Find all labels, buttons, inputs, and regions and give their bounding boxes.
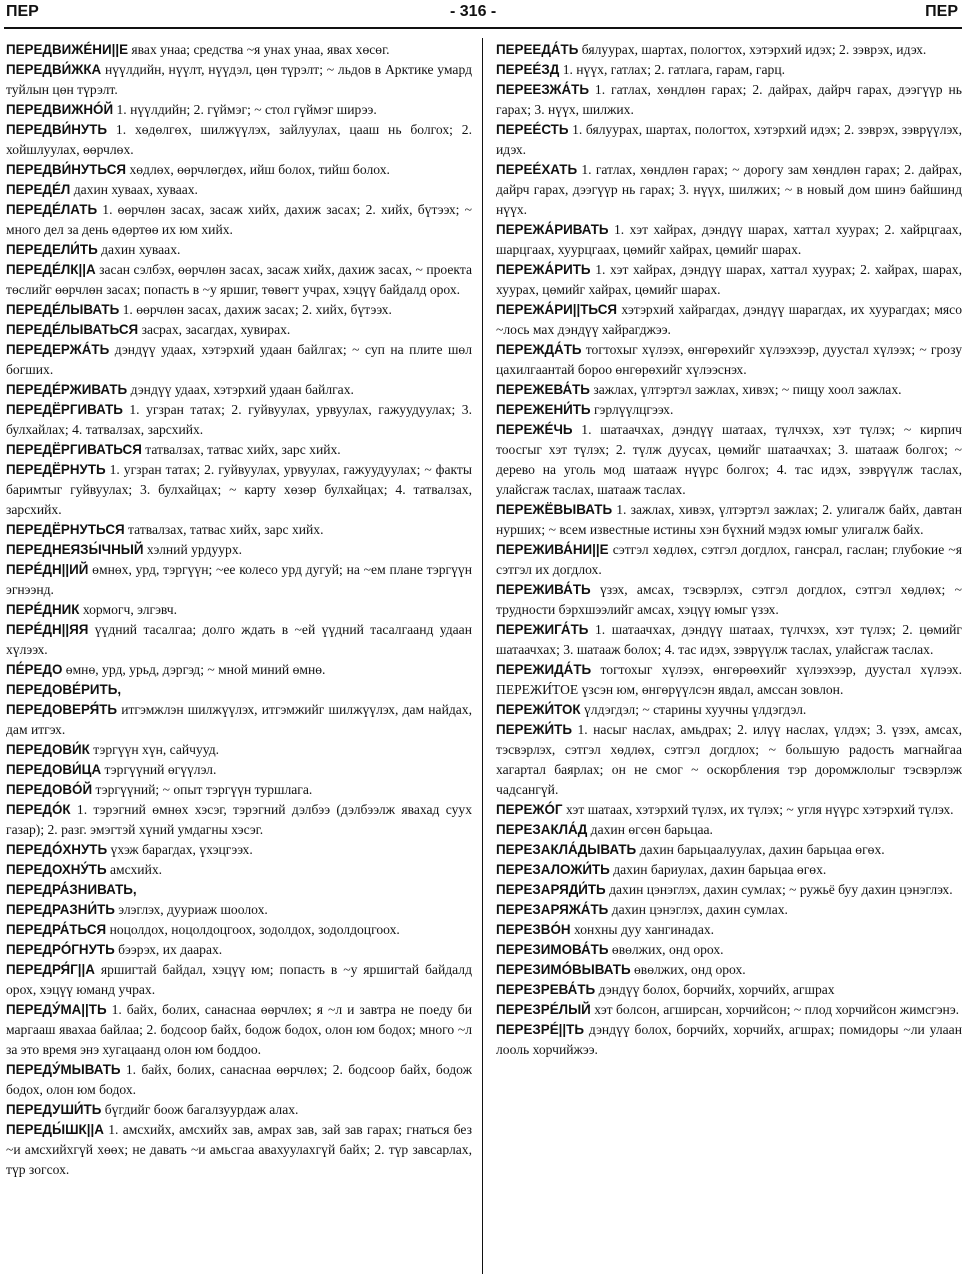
entry-definition: дэндүү удаах, хэтэрхий удаан байлгах. bbox=[130, 382, 354, 397]
entry-definition: 1. байх, болих, санаснаа өөрчлөх; 2. бодсоор байх, бодож бодох, олон юм бодох. bbox=[6, 1062, 472, 1097]
header-rule bbox=[4, 27, 962, 29]
dictionary-entry bbox=[6, 900, 472, 920]
entry-headword: ПЕРЕЗАКЛА́ДЫВАТЬ bbox=[496, 842, 637, 857]
dictionary-entry bbox=[6, 380, 472, 400]
entry-definition: ноцолдох, ноцолдоцгоох, зодолдох, зодолдоцгоох. bbox=[109, 922, 400, 937]
page-number: - 316 - bbox=[450, 3, 497, 20]
entry-definition: 1. нүүх, гатлах; 2. гатлага, гарам, гарц. bbox=[562, 62, 785, 77]
dictionary-entry bbox=[6, 160, 472, 180]
entry-headword: ПЕРЕДОВЕ́РИТЬ, bbox=[6, 682, 122, 697]
entry-headword: ПЕРЕДРЯ́Г||А bbox=[6, 962, 95, 977]
entry-headword: ПЕРЕДЁРНУТЬ bbox=[6, 462, 106, 477]
entry-headword: ПЕ́РЕДО bbox=[6, 662, 63, 677]
entry-definition: 1. байх, болих, санаснаа өөрчлөх; я ~л и завтра не поеду би маргааш явахаа байлаа; 2. бодсоор байх, бодож бодох, олон юм бодох; много ~л за это время энэ хугацаанд олон юм боддоо. bbox=[6, 1002, 472, 1057]
entry-definition: дэндүү удаах, хэтэрхий удаан байлгах; ~ суп на плите шөл богших. bbox=[6, 342, 472, 377]
dictionary-entry bbox=[496, 820, 962, 840]
entry-definition: үзэх, амсах, тэсвэрлэх, сэтгэл догдлох, сэтгэл хөдлөх; ~ трудности бэрхшээлийг амсах, хэцүү юмыг үзэх. bbox=[496, 582, 962, 617]
entry-definition: засрах, засагдах, хувирах. bbox=[141, 322, 291, 337]
dictionary-entry bbox=[496, 40, 962, 60]
entry-definition: нүүлдийн, нүүлт, нүүдэл, цөн түрэлт; ~ льдов в Арктике умард туйлын цөн түрэлт. bbox=[6, 62, 472, 97]
entry-headword: ПЕРЕЖА́РИ||ТЬСЯ bbox=[496, 302, 618, 317]
dictionary-entry bbox=[6, 960, 472, 1000]
entry-headword: ПЕРЕДЕРЖÁТЬ bbox=[6, 342, 110, 357]
entry-definition: зажлах, үлтэртэл зажлах, хивэх; ~ пищу хоол зажлах. bbox=[593, 382, 902, 397]
entry-headword: ПЕРЕДÓХНУТЬ bbox=[6, 842, 108, 857]
left-column bbox=[6, 40, 472, 1274]
entry-headword: ПЕРÉДН||ЯЯ bbox=[6, 622, 89, 637]
entry-headword: ПЕРЕДЕЛИ́ТЬ bbox=[6, 242, 98, 257]
entry-definition: өмнөх, урд, тэргүүн; ~ее колесо урд дугуй; на ~ем плане тэргүүн эгнээнд. bbox=[6, 562, 472, 597]
entry-headword: ПЕРЕЗИМÓВЫВАТЬ bbox=[496, 962, 631, 977]
dictionary-entry bbox=[6, 1120, 472, 1180]
entry-headword: ПЕРЕДЁРГИВАТЬ bbox=[6, 402, 123, 417]
dictionary-entry bbox=[496, 960, 962, 980]
dictionary-entry bbox=[6, 460, 472, 520]
dictionary-entry bbox=[6, 540, 472, 560]
entry-definition: дахин барьцаалуулах, дахин барьцаа өгөх. bbox=[639, 842, 885, 857]
entry-definition: бялуурах, шартах, пологтох, хэтэрхий идэх; 2. зэврэх, идэх. bbox=[581, 42, 927, 57]
dictionary-entry bbox=[496, 880, 962, 900]
entry-definition: тогтохыг хүлээх, өнгөрөхийг хүлээхээр, дуустал хүлээх; ~ грозу цахилгаантай бороо өнгөрөхийг хүлээснэх. bbox=[496, 342, 962, 377]
dictionary-entry bbox=[496, 1020, 962, 1060]
entry-headword: ПЕРЕДВИ́ЖКА bbox=[6, 62, 102, 77]
entry-definition: 1. угзран татах; 2. гуйвуулах, урвуулах, гажуудуулах; ~ факты баримтыг гуйвуулах; 3. булхайцах; ~ карту хөзөр булхайцах; 4. татвалзах, зарсхийх. bbox=[6, 462, 472, 517]
dictionary-entry bbox=[496, 660, 962, 700]
entry-headword: ПЕРЕДРÓГНУТЬ bbox=[6, 942, 115, 957]
entry-definition: сэтгэл хөдлөх, сэтгэл догдлох, гансрал, гаслан; глубокие ~я сэтгэл их догдлох. bbox=[496, 542, 962, 577]
entry-headword: ПЕРЕÉСТЬ bbox=[496, 122, 569, 137]
entry-headword: ПЕРЕЖЁВЫВАТЬ bbox=[496, 502, 613, 517]
entry-headword: ПЕРЕЗАРЯЖА́ТЬ bbox=[496, 902, 609, 917]
entry-definition: тогтохыг хүлээх, өнгөрөөхийг хүлээхээр, дуустал хүлээх. ПЕРЕЖИ́ТОЕ үзсэн юм, өнгөрүүлсэн явдал, амссан зовлон. bbox=[496, 662, 962, 697]
entry-definition: үхэж барагдах, үхэцгээх. bbox=[110, 842, 253, 857]
entry-headword: ПЕРЕЖИ́ТОК bbox=[496, 702, 581, 717]
entry-definition: элэглэх, дууриаж шоолох. bbox=[118, 902, 268, 917]
dictionary-entry bbox=[496, 380, 962, 400]
entry-definition: үүдний тасалгаа; долго ждать в ~ей үүдний тасалгаанд удаан хүлээх. bbox=[6, 622, 472, 657]
dictionary-entry bbox=[496, 500, 962, 540]
dictionary-entry bbox=[6, 660, 472, 680]
entry-definition: 1. зажлах, хивэх, үлтэртэл зажлах; 2. улигалж байх, давтан нурших; ~ всем известные истины хэн бүхний мэдэх юмыг улигалж байх. bbox=[496, 502, 962, 537]
dictionary-entry bbox=[6, 880, 472, 900]
dictionary-entry bbox=[6, 920, 472, 940]
header-left-guideword: ПЕР bbox=[6, 3, 39, 20]
entry-definition: 1. угзран татах; 2. гуйвуулах, урвуулах, гажуудуулах; 3. булхайлах; 4. татвалзах, зарсхийх. bbox=[6, 402, 472, 437]
dictionary-entry bbox=[6, 180, 472, 200]
dictionary-entry bbox=[496, 340, 962, 380]
entry-headword: ПЕРЕДВИЖÉНИ||Е bbox=[6, 42, 129, 57]
dictionary-entry bbox=[6, 560, 472, 600]
entry-definition: 1. тэрэгний өмнөх хэсэг, тэрэгний дэлбээ (дэлбээлж явахад суух газар); 2. разг. эмэгтэй хүний умдагны хэсэг. bbox=[6, 802, 472, 837]
entry-definition: 1. бялуурах, шартах, пологтох, хэтэрхий идэх; 2. зэврэх, зэврүүлэх, идэх. bbox=[496, 122, 962, 157]
dictionary-entry bbox=[496, 80, 962, 120]
entry-headword: ПЕРЕЗРÉ||ТЬ bbox=[496, 1022, 584, 1037]
dictionary-entry bbox=[6, 1100, 472, 1120]
entry-headword: ПЕРЕДÉЛЫВАТЬ bbox=[6, 302, 120, 317]
header-right-guideword: ПЕР bbox=[925, 3, 958, 20]
entry-definition: 1. шатаачхах, дэндүү шатаах, түлчхэх, хэт түлэх; 2. цөмийг шатаачхах; 3. шатааж болох; 4. тас идэх, зэврүүлж таслах, улайсгаж таслах. bbox=[496, 622, 962, 657]
entry-headword: ПЕРЕДВИЖНÓЙ bbox=[6, 102, 114, 117]
entry-headword: ПЕРЕЕЗЖА́ТЬ bbox=[496, 82, 589, 97]
dictionary-entry bbox=[6, 760, 472, 780]
entry-headword: ПЕРЕЗРЕВА́ТЬ bbox=[496, 982, 596, 997]
entry-headword: ПЕРЕДОХНУ́ТЬ bbox=[6, 862, 107, 877]
dictionary-entry bbox=[6, 440, 472, 460]
dictionary-entry bbox=[496, 160, 962, 220]
dictionary-entry bbox=[496, 60, 962, 80]
entry-definition: явах унаа; средства ~я унах унаа, явах хөсөг. bbox=[131, 42, 390, 57]
entry-definition: тэргүүний; ~ опыт тэргүүн туршлага. bbox=[95, 782, 313, 797]
dictionary-entry bbox=[496, 400, 962, 420]
entry-headword: ПЕРЕДÉЛК||А bbox=[6, 262, 96, 277]
entry-definition: дахин бариулах, дахин барьцаа өгөх. bbox=[613, 862, 827, 877]
dictionary-entry bbox=[6, 860, 472, 880]
dictionary-entry bbox=[6, 780, 472, 800]
entry-definition: 1. өөрчлөн засах, засаж хийх, дахиж засах; 2. хийх, бүтээх; ~ много дел за день өдөртөө их юм хийх. bbox=[6, 202, 472, 237]
entry-headword: ПЕРЕЖÓГ bbox=[496, 802, 563, 817]
entry-headword: ПЕРЕДЫ́ШК||А bbox=[6, 1122, 104, 1137]
dictionary-entry bbox=[6, 320, 472, 340]
entry-definition: 1. өөрчлөн засах, дахиж засах; 2. хийх, бүтээх. bbox=[122, 302, 392, 317]
entry-headword: ПЕРЕЗИМОВА́ТЬ bbox=[496, 942, 609, 957]
entry-headword: ПЕРЕДÉЛ bbox=[6, 182, 71, 197]
entry-definition: хэт шатаах, хэтэрхий түлэх, их түлэх; ~ угля нүүрс хэтэрхий түлэх. bbox=[565, 802, 954, 817]
dictionary-entry bbox=[6, 620, 472, 660]
entry-definition: бүгдийг боож багалзуурдаж алах. bbox=[104, 1102, 299, 1117]
dictionary-entry bbox=[6, 740, 472, 760]
entry-definition: яршигтай байдал, хэцүү юм; попасть в ~у яршигтай байдалд орох, хэцүү юманд учрах. bbox=[6, 962, 472, 997]
entry-definition: дахин өгсөн барьцаа. bbox=[590, 822, 713, 837]
entry-definition: татвалзах, татвас хийх, зарс хийх. bbox=[128, 522, 324, 537]
entry-headword: ПЕРЕДУШИ́ТЬ bbox=[6, 1102, 102, 1117]
dictionary-entry bbox=[496, 420, 962, 500]
dictionary-entry bbox=[496, 980, 962, 1000]
entry-definition: итгэмжлэн шилжүүлэх, итгэмжийг шилжүүлэх, дам найдах, дам итгэх. bbox=[6, 702, 472, 737]
dictionary-entry bbox=[496, 220, 962, 260]
entry-headword: ПЕРЕЗРÉЛЫЙ bbox=[496, 1002, 591, 1017]
entry-headword: ПЕРЕДВИ́НУТЬ bbox=[6, 122, 108, 137]
entry-definition: 1. амсхийх, амсхийх зав, амрах зав, зай зав гарах; гнаться без ~и амсхийхгүй хөөх; не давать ~и амьсгаа авахуулахгүй байх; 2. түр завсарлах, түр зогсох. bbox=[6, 1122, 472, 1177]
dictionary-entry bbox=[496, 120, 962, 160]
entry-headword: ПЕРÉДНИК bbox=[6, 602, 80, 617]
dictionary-entry bbox=[496, 900, 962, 920]
entry-headword: ПЕРЕДОВИ́ЦА bbox=[6, 762, 102, 777]
dictionary-entry bbox=[6, 120, 472, 160]
entry-definition: татвалзах, татвас хийх, зарс хийх. bbox=[145, 442, 341, 457]
entry-headword: ПЕРЕЖИВА́ТЬ bbox=[496, 582, 591, 597]
dictionary-entry bbox=[6, 600, 472, 620]
entry-headword: ПЕРЕДРА́ТЬСЯ bbox=[6, 922, 107, 937]
entry-headword: ПЕРЕЖЕНИ́ТЬ bbox=[496, 402, 591, 417]
entry-headword: ПЕРЕЗВÓН bbox=[496, 922, 571, 937]
entry-headword: ПЕРЕДÓК bbox=[6, 802, 71, 817]
dictionary-entry bbox=[496, 580, 962, 620]
entry-headword: ПЕРЕДОВИ́К bbox=[6, 742, 90, 757]
entry-definition: 1. насыг наслах, амьдрах; 2. илүү наслах, үлдэх; 3. үзэх, амсах, тэсвэрлэх, сэтгэл хөдлөх, сэтгэл догдлох; ~ большую радость магнайгаа хагартал баярлах; он не смог ~ оскорбления тэр доромжлолыг тэсвэрлэж чадсангүй. bbox=[496, 722, 962, 797]
entry-definition: 1. хэт хайрах, дэндүү шарах, хаттал хуурах; 2. хайрцгаах, шарцгаах, хуурцгаах, цөмийг хайрах, цөмийг шарах. bbox=[496, 222, 962, 257]
dictionary-entry bbox=[6, 520, 472, 540]
entry-definition: хэтэрхий хайрагдах, дэндүү шарагдах, их хуурагдах; мясо ~лось мах дэндүү хайрагджээ. bbox=[496, 302, 962, 337]
entry-definition: дэндүү болох, борчийх, хорчийх, агшрах; помидоры ~ли улаан лооль хорчийжээ. bbox=[496, 1022, 962, 1057]
dictionary-entry bbox=[6, 840, 472, 860]
entry-headword: ПЕРЕДЁРГИВАТЬСЯ bbox=[6, 442, 142, 457]
entry-headword: ПЕРЕДÉЛАТЬ bbox=[6, 202, 98, 217]
page-header bbox=[0, 0, 966, 28]
entry-definition: дахин цэнэглэх, дахин сумлах; ~ ружьё буу дахин цэнэглэх. bbox=[609, 882, 953, 897]
entry-definition: засан сэлбэх, өөрчлөн засах, засаж хийх, дахиж засах, ~ проекта төслийг өөрчлөн засах; попасть в ~у яршиг, төвөгт учрах, хэцүү байдалд орох. bbox=[6, 262, 472, 297]
dictionary-entry bbox=[6, 340, 472, 380]
entry-definition: 1. хөдөлгөх, шилжүүлэх, зайлуулах, цааш нь болгох; 2. хойшлуулах, өөрчлөх. bbox=[6, 122, 472, 157]
dictionary-entry bbox=[496, 700, 962, 720]
entry-headword: ПЕРЕДОВЕРЯ́ТЬ bbox=[6, 702, 118, 717]
dictionary-entry bbox=[6, 240, 472, 260]
entry-definition: өмнө, урд, урьд, дэргэд; ~ мной миний өмнө. bbox=[65, 662, 326, 677]
dictionary-entry bbox=[6, 1060, 472, 1100]
entry-headword: ПЕРЕДУ́МА||ТЬ bbox=[6, 1002, 107, 1017]
entry-headword: ПЕРЕЖДА́ТЬ bbox=[496, 342, 582, 357]
entry-headword: ПЕРЕЖА́РИВАТЬ bbox=[496, 222, 609, 237]
entry-definition: 1. гатлах, хөндлөн гарах; ~ дорогу зам хөндлөн гарах; 2. дайрах, дайрч гарах, дээгүүр нь гарах; 3. нүүх, шилжих; ~ в новый дом шинэ байшинд нүүх. bbox=[496, 162, 962, 217]
entry-definition: 1. нүүлдийн; 2. гүймэг; ~ стол гүймэг ширээ. bbox=[116, 102, 377, 117]
entry-definition: хөдлөх, өөрчлөгдөх, ийш болох, тийш болох. bbox=[129, 162, 390, 177]
entry-definition: дахин цэнэглэх, дахин сумлах. bbox=[611, 902, 788, 917]
entry-headword: ПЕРЕДНЕЯЗЫ́ЧНЫЙ bbox=[6, 542, 144, 557]
entry-headword: ПЕРЕЗАРЯДИ́ТЬ bbox=[496, 882, 606, 897]
dictionary-entry bbox=[6, 40, 472, 60]
entry-headword: ПЕРЕДÉЛЫВАТЬСЯ bbox=[6, 322, 139, 337]
entry-headword: ПЕРЕДЁРНУТЬСЯ bbox=[6, 522, 125, 537]
entry-headword: ПЕРЕЖИ́ТЬ bbox=[496, 722, 572, 737]
entry-definition: хэлний урдуурх. bbox=[146, 542, 243, 557]
entry-headword: ПЕРЕДРА́ЗНИВАТЬ, bbox=[6, 882, 137, 897]
entry-definition: өвөлжих, онд орох. bbox=[634, 962, 746, 977]
entry-headword: ПЕРЕÉХАТЬ bbox=[496, 162, 578, 177]
entry-headword: ПЕРЕДОВÓЙ bbox=[6, 782, 93, 797]
entry-headword: ПЕРЕЗАКЛА́Д bbox=[496, 822, 588, 837]
entry-definition: хормогч, элгэвч. bbox=[82, 602, 178, 617]
entry-headword: ПЕРЕÉЗД bbox=[496, 62, 560, 77]
dictionary-entry bbox=[496, 840, 962, 860]
dictionary-entry bbox=[496, 620, 962, 660]
entry-definition: үлдэгдэл; ~ старины хуучны үлдэгдэл. bbox=[584, 702, 807, 717]
entry-headword: ПЕРЕЖИВА́НИ||Е bbox=[496, 542, 609, 557]
entry-headword: ПЕРЕДРАЗНИ́ТЬ bbox=[6, 902, 115, 917]
entry-headword: ПЕРЕЖЕВА́ТЬ bbox=[496, 382, 590, 397]
entry-headword: ПЕРЕЖÉЧЬ bbox=[496, 422, 573, 437]
dictionary-entry bbox=[496, 260, 962, 300]
entry-headword: ПЕРЕЗАЛОЖИ́ТЬ bbox=[496, 862, 610, 877]
entry-headword: ПЕРЕЕДА́ТЬ bbox=[496, 42, 579, 57]
dictionary-entry bbox=[6, 940, 472, 960]
entry-definition: хонхны дуу хангинадах. bbox=[573, 922, 715, 937]
column-divider bbox=[482, 38, 483, 1274]
dictionary-entry bbox=[6, 400, 472, 440]
entry-definition: 1. шатаачхах, дэндүү шатаах, түлчхэх, хэт түлэх; ~ кирпич тоосгыг хэт түлэх; 2. түлж дуусах, цөмийг шатаачхах; 3. шатааж болгох; ~ дерево на уголь мод шатааж нүүрс болгох; 4. тас идэх, зэврүүлж таслах, улайсгаж таслах, шатааж таслах. bbox=[496, 422, 962, 497]
dictionary-entry bbox=[496, 720, 962, 800]
entry-definition: хэт болсон, агширсан, хорчийсон; ~ плод хорчийсон жимсгэнэ. bbox=[594, 1002, 960, 1017]
entry-headword: ПЕРЕЖИДА́ТЬ bbox=[496, 662, 592, 677]
dictionary-entry bbox=[496, 800, 962, 820]
dictionary-entry bbox=[6, 200, 472, 240]
entry-definition: тэргүүн хүн, сайчууд. bbox=[93, 742, 220, 757]
entry-headword: ПЕРЕДÉРЖИВАТЬ bbox=[6, 382, 128, 397]
entry-definition: 1. хэт хайрах, дэндүү шарах, хаттал хуурах; 2. хайрах, шарах, хуурах, цөмийг хайрах, цөмийг шарах. bbox=[496, 262, 962, 297]
dictionary-entry bbox=[6, 700, 472, 740]
dictionary-entry bbox=[496, 940, 962, 960]
entry-definition: бээрэх, их даарах. bbox=[118, 942, 223, 957]
dictionary-entry bbox=[6, 60, 472, 100]
dictionary-entry bbox=[496, 1000, 962, 1020]
dictionary-entry bbox=[6, 680, 472, 700]
dictionary-entry bbox=[6, 300, 472, 320]
entry-definition: тэргүүний өгүүлэл. bbox=[104, 762, 217, 777]
right-column bbox=[496, 40, 962, 1274]
dictionary-entry bbox=[496, 920, 962, 940]
dictionary-entry bbox=[496, 300, 962, 340]
entry-definition: амсхийх. bbox=[110, 862, 163, 877]
dictionary-entry bbox=[6, 800, 472, 840]
dictionary-entry bbox=[496, 860, 962, 880]
entry-headword: ПЕРÉДН||ИЙ bbox=[6, 562, 89, 577]
entry-definition: дахин хуваах, хуваах. bbox=[73, 182, 198, 197]
dictionary-entry bbox=[496, 540, 962, 580]
dictionary-entry bbox=[6, 260, 472, 300]
entry-definition: дахин хуваах. bbox=[101, 242, 181, 257]
entry-headword: ПЕРЕДУ́МЫВАТЬ bbox=[6, 1062, 121, 1077]
entry-headword: ПЕРЕДВИ́НУТЬСЯ bbox=[6, 162, 127, 177]
dictionary-entry bbox=[6, 100, 472, 120]
entry-definition: дэндүү болох, борчийх, хорчийх, агшрах bbox=[598, 982, 835, 997]
entry-definition: өвөлжих, онд орох. bbox=[611, 942, 724, 957]
entry-headword: ПЕРЕЖИГА́ТЬ bbox=[496, 622, 589, 637]
entry-definition: 1. гатлах, хөндлөн гарах; 2. дайрах, дайрч гарах, дээгүүр нь гарах; 3. нүүх, шилжих. bbox=[496, 82, 962, 117]
entry-definition: гэрлүүлцгээх. bbox=[593, 402, 674, 417]
dictionary-entry bbox=[6, 1000, 472, 1060]
entry-headword: ПЕРЕЖА́РИТЬ bbox=[496, 262, 591, 277]
